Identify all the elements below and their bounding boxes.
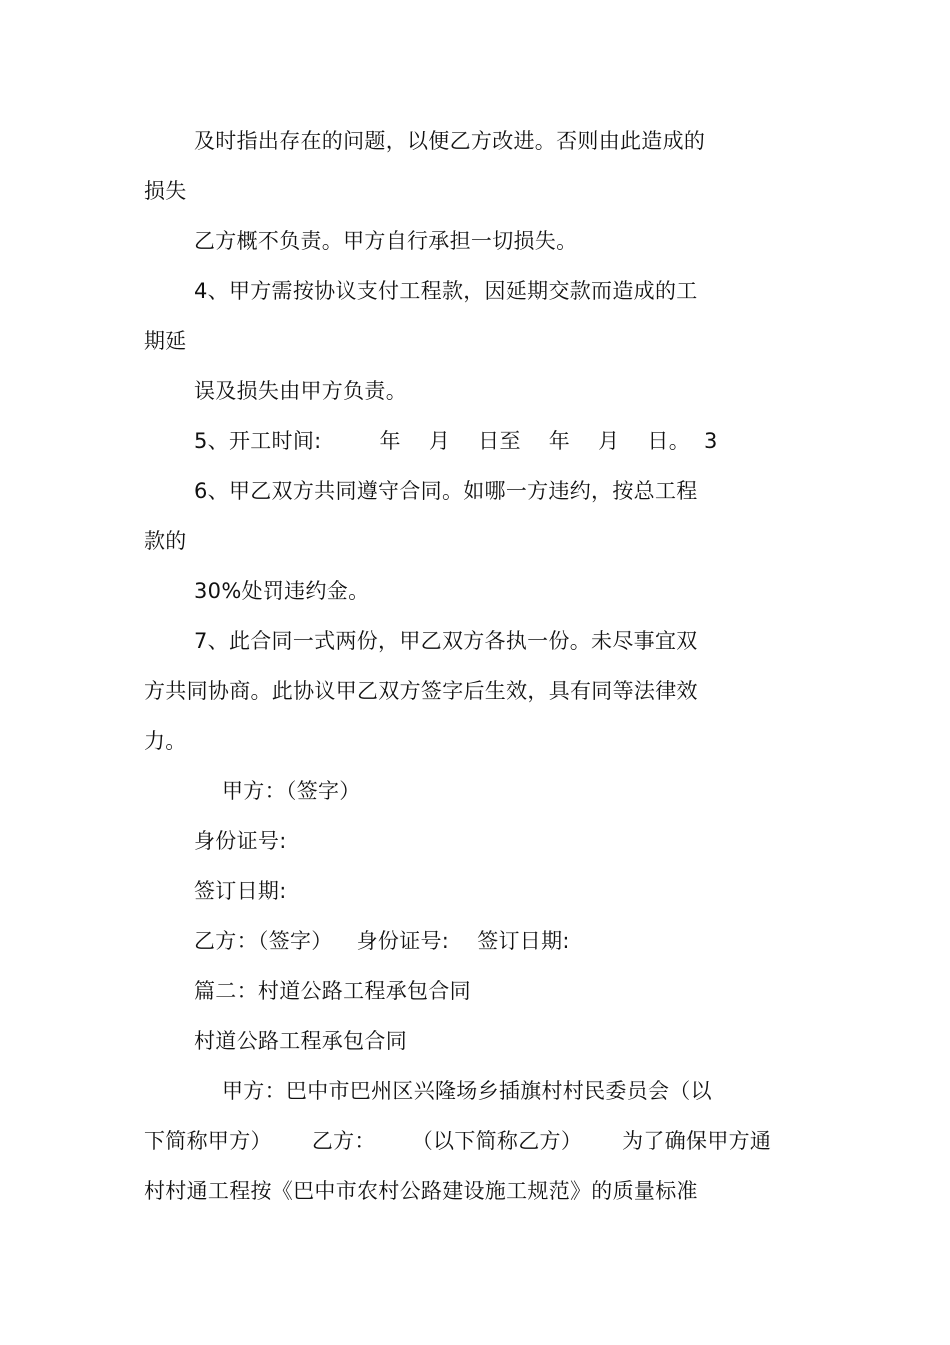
start-month-label: 月 bbox=[428, 429, 451, 453]
section-heading: 篇二：村道公路工程承包合同 bbox=[194, 979, 471, 1003]
party-a-signature: 甲方：（签字） bbox=[222, 779, 361, 803]
end-year-label: 年 bbox=[548, 429, 571, 453]
paragraph-line: 乙方概不负责。甲方自行承担一切损失。 bbox=[194, 229, 578, 253]
paragraph-line: 期延 bbox=[144, 329, 187, 353]
start-time-label: 5、开工时间: bbox=[194, 429, 322, 453]
paragraph-line: 力。 bbox=[144, 729, 187, 753]
start-year-label: 年 bbox=[379, 429, 401, 453]
paragraph-line: 方共同协商。此协议甲乙双方签字后生效，具有同等法律效 bbox=[144, 679, 698, 703]
party-b-id-number: 身份证号: bbox=[356, 929, 450, 953]
party-a-sign-date: 签订日期: bbox=[194, 879, 287, 903]
paragraph-line: 村村通工程按《巴中市农村公路建设施工规范》的质量标准 bbox=[144, 1179, 698, 1203]
start-day-to-label: 日至 bbox=[478, 429, 521, 453]
paragraph-line: 6、甲乙双方共同遵守合同。如哪一方违约，按总工程 bbox=[194, 479, 698, 503]
paragraph-line: 4、甲方需按协议支付工程款，因延期交款而造成的工 bbox=[194, 279, 698, 303]
paragraph-line: 款的 bbox=[144, 529, 187, 553]
party-a-id-number: 身份证号: bbox=[194, 829, 287, 853]
paragraph-line: 及时指出存在的问题，以便乙方改进。否则由此造成的 bbox=[194, 129, 706, 153]
party-b-sign-date: 签订日期: bbox=[477, 929, 570, 953]
intro-part-1: 下简称甲方） bbox=[144, 1129, 272, 1153]
intro-part-4: 为了确保甲方通 bbox=[622, 1129, 772, 1153]
intro-part-3: （以下简称乙方） bbox=[411, 1129, 583, 1153]
paragraph-line: 30%处罚违约金。 bbox=[194, 579, 370, 603]
intro-part-2: 乙方： bbox=[311, 1129, 376, 1153]
contract-title: 村道公路工程承包合同 bbox=[194, 1029, 407, 1053]
party-b-signature: 乙方：（签字） bbox=[194, 929, 333, 953]
paragraph-line: 损失 bbox=[144, 179, 187, 203]
paragraph-line: 误及损失由甲方负责。 bbox=[194, 379, 407, 403]
end-month-label: 月 bbox=[598, 429, 620, 453]
paragraph-line: 甲方：巴中市巴州区兴隆场乡插旗村村民委员会（以 bbox=[222, 1079, 712, 1103]
end-day-label: 日。 bbox=[647, 429, 691, 453]
start-time-line bbox=[194, 427, 718, 455]
trailing-number: 3 bbox=[704, 429, 718, 453]
paragraph-line: 7、此合同一式两份，甲乙双方各执一份。未尽事宜双 bbox=[194, 629, 698, 653]
party-b-line bbox=[194, 927, 570, 955]
intro-line bbox=[144, 1127, 771, 1155]
